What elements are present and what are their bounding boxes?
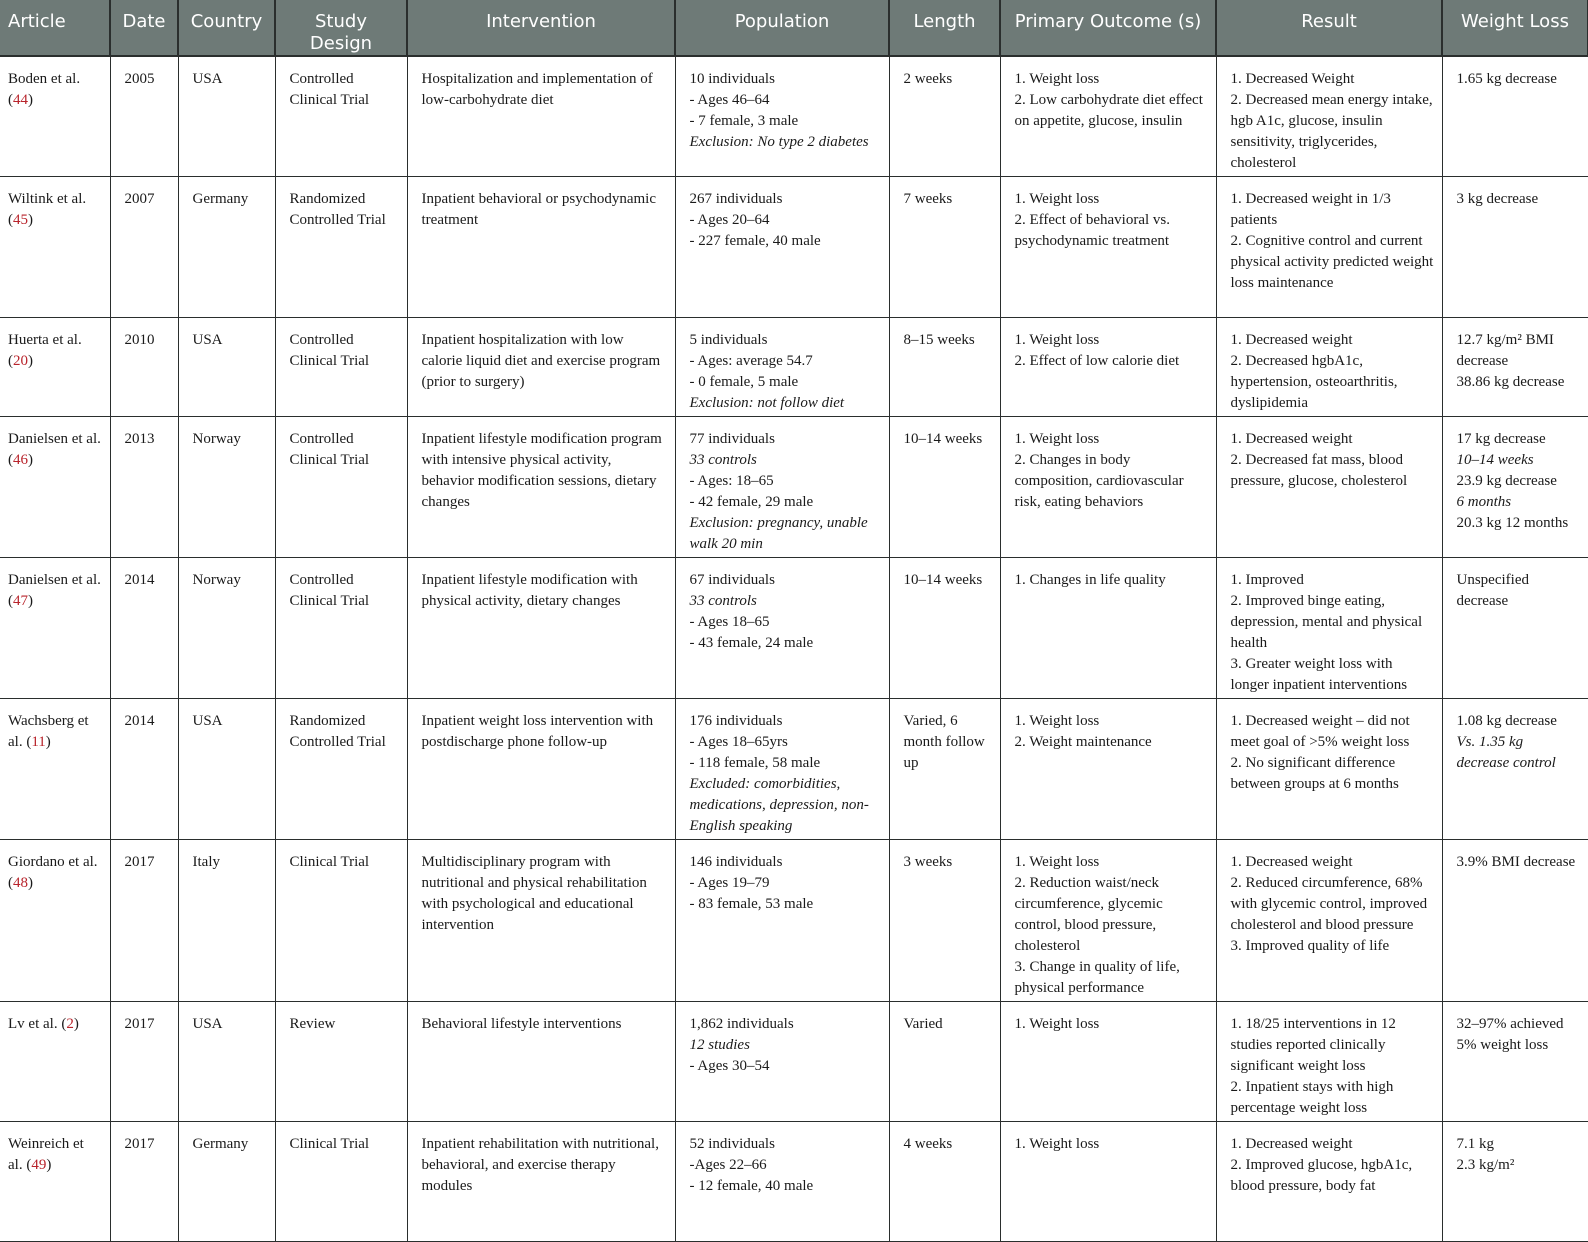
header-length: Length bbox=[889, 0, 1000, 56]
population-cell-line: - 7 female, 3 male bbox=[689, 113, 799, 129]
weight-loss-cell-line: Unspecified decrease bbox=[1456, 571, 1529, 609]
result-cell bbox=[1216, 698, 1442, 839]
weight-loss-cell bbox=[1442, 176, 1588, 317]
header-result: Result bbox=[1216, 0, 1442, 56]
reference-link[interactable]: 47 bbox=[13, 592, 28, 609]
result-cell-line: 2. Decreased mean energy intake, hgb A1c, glucose, insulin sensitivity, triglycerides, cholesterol bbox=[1230, 92, 1433, 171]
primary-outcome-cell-line: 1. Weight loss bbox=[1014, 1015, 1100, 1032]
header-date: Date bbox=[110, 0, 178, 56]
article-tail: ) bbox=[28, 592, 33, 609]
article-author: Wiltink et al. ( bbox=[8, 190, 87, 228]
population-cell-line: Excluded: comorbidities, medications, depression, non-English speaking bbox=[689, 775, 869, 834]
date-cell: 2005 bbox=[110, 56, 178, 176]
table-row bbox=[0, 416, 1588, 557]
result-cell-line: 1. 18/25 interventions in 12 studies reported clinically significant weight loss bbox=[1230, 1015, 1396, 1074]
length-cell: 10–14 weeks bbox=[889, 416, 1000, 557]
primary-outcome-cell-line: 2. Reduction waist/neck circumference, glycemic control, blood pressure, cholesterol bbox=[1014, 874, 1163, 954]
weight-loss-cell bbox=[1442, 557, 1588, 698]
article-tail: ) bbox=[28, 211, 33, 228]
population-cell-line: Exclusion: pregnancy, unable walk 20 min bbox=[689, 514, 868, 552]
result-cell-line: 1. Decreased weight bbox=[1230, 853, 1353, 870]
population-cell-line: 52 individuals bbox=[689, 1135, 775, 1152]
article-cell bbox=[0, 1121, 110, 1241]
reference-link[interactable]: 44 bbox=[13, 92, 28, 108]
result-cell-line: 1. Decreased weight bbox=[1230, 331, 1353, 348]
result-cell bbox=[1216, 56, 1442, 176]
weight-loss-cell bbox=[1442, 56, 1588, 176]
article-cell bbox=[0, 839, 110, 1001]
date-cell: 2014 bbox=[110, 698, 178, 839]
population-cell-line: - Ages 46–64 bbox=[689, 92, 770, 108]
article-tail: ) bbox=[28, 874, 33, 891]
result-cell-line: 2. Reduced circumference, 68% with glycemic control, improved cholesterol and blood pressure bbox=[1230, 874, 1428, 933]
population-cell bbox=[675, 698, 889, 839]
result-cell bbox=[1216, 557, 1442, 698]
result-cell-line: 2. Improved binge eating, depression, mental and physical health bbox=[1230, 592, 1423, 651]
result-cell-line: 1. Decreased weight in 1/3 patients bbox=[1230, 190, 1391, 228]
population-cell-line: - Ages 18–65yrs bbox=[689, 733, 788, 750]
primary-outcome-cell-line: 1. Weight loss bbox=[1014, 331, 1100, 348]
date-cell: 2013 bbox=[110, 416, 178, 557]
date-cell: 2017 bbox=[110, 839, 178, 1001]
header-row bbox=[0, 0, 1588, 56]
primary-outcome-cell-line: 2. Effect of behavioral vs. psychodynamic treatment bbox=[1014, 211, 1171, 249]
study-design-cell: Review bbox=[275, 1001, 407, 1121]
article-author: Wachsberg et al. ( bbox=[8, 712, 89, 750]
population-cell-line: 12 studies bbox=[689, 1036, 750, 1053]
primary-outcome-cell-line: 1. Weight loss bbox=[1014, 190, 1100, 207]
weight-loss-cell-line: 32–97% achieved 5% weight loss bbox=[1456, 1015, 1564, 1053]
article-tail: ) bbox=[28, 352, 33, 369]
weight-loss-cell-line: 6 months bbox=[1456, 493, 1512, 510]
article-cell bbox=[0, 56, 110, 176]
table-row bbox=[0, 176, 1588, 317]
primary-outcome-cell-line: 3. Change in quality of life, physical performance bbox=[1014, 958, 1180, 996]
length-cell: 4 weeks bbox=[889, 1121, 1000, 1241]
length-cell: Varied bbox=[889, 1001, 1000, 1121]
intervention-cell: Inpatient weight loss intervention with postdischarge phone follow-up bbox=[407, 698, 675, 839]
weight-loss-cell-line: 1.08 kg decrease bbox=[1456, 712, 1557, 729]
primary-outcome-cell bbox=[1000, 839, 1216, 1001]
population-cell-line: - Ages: 18–65 bbox=[689, 472, 774, 489]
intervention-cell: Hospitalization and implementation of low-carbohydrate diet bbox=[407, 56, 675, 176]
population-cell-line: - Ages 20–64 bbox=[689, 211, 770, 228]
primary-outcome-cell-line: 1. Weight loss bbox=[1014, 853, 1100, 870]
population-cell bbox=[675, 1001, 889, 1121]
article-tail: ) bbox=[46, 1156, 52, 1173]
reference-link[interactable]: 11 bbox=[31, 733, 46, 750]
study-design-cell: Controlled Clinical Trial bbox=[275, 317, 407, 416]
study-design-cell: Controlled Clinical Trial bbox=[275, 56, 407, 176]
date-cell: 2007 bbox=[110, 176, 178, 317]
primary-outcome-cell bbox=[1000, 416, 1216, 557]
weight-loss-cell bbox=[1442, 1001, 1588, 1121]
primary-outcome-cell bbox=[1000, 317, 1216, 416]
header-study-design: Study Design bbox=[275, 0, 407, 56]
article-author: Danielsen et al. ( bbox=[8, 430, 101, 468]
header-population: Population bbox=[675, 0, 889, 56]
study-design-cell: Controlled Clinical Trial bbox=[275, 416, 407, 557]
population-cell-line: 10 individuals bbox=[689, 71, 775, 87]
article-tail: ) bbox=[28, 451, 33, 468]
date-cell: 2010 bbox=[110, 317, 178, 416]
result-cell bbox=[1216, 416, 1442, 557]
primary-outcome-cell bbox=[1000, 1121, 1216, 1241]
primary-outcome-cell-line: 1. Weight loss bbox=[1014, 712, 1100, 729]
reference-link[interactable]: 46 bbox=[13, 451, 28, 468]
country-cell: Norway bbox=[178, 557, 275, 698]
population-cell-line: - 118 female, 58 male bbox=[689, 754, 821, 771]
article-cell bbox=[0, 1001, 110, 1121]
table-row bbox=[0, 317, 1588, 416]
weight-loss-cell bbox=[1442, 416, 1588, 557]
reference-link[interactable]: 2 bbox=[66, 1015, 74, 1032]
result-cell-line: 3. Improved quality of life bbox=[1230, 937, 1390, 954]
population-cell-line: - Ages 18–65 bbox=[689, 613, 770, 630]
weight-loss-cell bbox=[1442, 317, 1588, 416]
weight-loss-cell-line: 3 kg decrease bbox=[1456, 190, 1539, 207]
study-design-cell: Controlled Clinical Trial bbox=[275, 557, 407, 698]
study-design-cell: Randomized Controlled Trial bbox=[275, 176, 407, 317]
reference-link[interactable]: 49 bbox=[31, 1156, 47, 1173]
date-cell: 2014 bbox=[110, 557, 178, 698]
population-cell-line: - Ages 30–54 bbox=[689, 1057, 770, 1074]
population-cell-line: Exclusion: not follow diet bbox=[689, 394, 845, 411]
reference-link[interactable]: 20 bbox=[13, 352, 28, 369]
primary-outcome-cell bbox=[1000, 557, 1216, 698]
primary-outcome-cell-line: 1. Weight loss bbox=[1014, 430, 1100, 447]
article-tail: ) bbox=[73, 1015, 79, 1032]
weight-loss-cell bbox=[1442, 698, 1588, 839]
primary-outcome-cell bbox=[1000, 1001, 1216, 1121]
primary-outcome-cell bbox=[1000, 56, 1216, 176]
length-cell: 2 weeks bbox=[889, 56, 1000, 176]
weight-loss-cell-line: 2.3 kg/m² bbox=[1456, 1156, 1515, 1173]
weight-loss-cell-line: 17 kg decrease bbox=[1456, 430, 1546, 447]
article-cell bbox=[0, 416, 110, 557]
intervention-cell: Multidisciplinary program with nutritional and physical rehabilitation with psychological and educational intervention bbox=[407, 839, 675, 1001]
population-cell-line: Exclusion: No type 2 diabetes bbox=[689, 134, 869, 150]
population-cell-line: - 12 female, 40 male bbox=[689, 1177, 814, 1194]
primary-outcome-cell bbox=[1000, 698, 1216, 839]
article-cell bbox=[0, 698, 110, 839]
study-design-cell: Clinical Trial bbox=[275, 839, 407, 1001]
population-cell-line: - Ages: average 54.7 bbox=[689, 352, 813, 369]
article-author: Huerta et al. ( bbox=[8, 331, 82, 369]
article-tail: ) bbox=[45, 733, 51, 750]
result-cell-line: 2. Decreased fat mass, blood pressure, glucose, cholesterol bbox=[1230, 451, 1408, 489]
primary-outcome-cell-line: 2. Changes in body composition, cardiovascular risk, eating behaviors bbox=[1014, 451, 1184, 510]
article-author: Danielsen et al. ( bbox=[8, 571, 101, 609]
table-row bbox=[0, 839, 1588, 1001]
table-row bbox=[0, 557, 1588, 698]
weight-loss-cell bbox=[1442, 839, 1588, 1001]
reference-link[interactable]: 45 bbox=[13, 211, 28, 228]
intervention-cell: Inpatient lifestyle modification with physical activity, dietary changes bbox=[407, 557, 675, 698]
intervention-cell: Inpatient hospitalization with low calorie liquid diet and exercise program (prior to surgery) bbox=[407, 317, 675, 416]
population-cell-line: 146 individuals bbox=[689, 853, 783, 870]
country-cell: Germany bbox=[178, 1121, 275, 1241]
result-cell bbox=[1216, 1121, 1442, 1241]
table-row bbox=[0, 698, 1588, 839]
table-row bbox=[0, 1001, 1588, 1121]
population-cell bbox=[675, 56, 889, 176]
result-cell-line: 1. Decreased weight bbox=[1230, 1135, 1353, 1152]
intervention-cell: Behavioral lifestyle interventions bbox=[407, 1001, 675, 1121]
length-cell: 10–14 weeks bbox=[889, 557, 1000, 698]
date-cell: 2017 bbox=[110, 1121, 178, 1241]
primary-outcome-cell-line: 1. Weight loss bbox=[1014, 1135, 1100, 1152]
result-cell-line: 2. No significant difference between groups at 6 months bbox=[1230, 754, 1399, 792]
table-row bbox=[0, 56, 1588, 176]
date-cell: 2017 bbox=[110, 1001, 178, 1121]
header-weight-loss: Weight Loss bbox=[1442, 0, 1588, 56]
population-cell-line: -Ages 22–66 bbox=[689, 1156, 767, 1173]
length-cell: Varied, 6 month follow up bbox=[889, 698, 1000, 839]
primary-outcome-cell-line: 2. Low carbohydrate diet effect on appetite, glucose, insulin bbox=[1014, 92, 1203, 129]
population-cell-line: 267 individuals bbox=[689, 190, 783, 207]
intervention-cell: Inpatient behavioral or psychodynamic treatment bbox=[407, 176, 675, 317]
article-author: Boden et al. ( bbox=[8, 71, 81, 108]
result-cell-line: 2. Cognitive control and current physical activity predicted weight loss maintenance bbox=[1230, 232, 1434, 291]
weight-loss-cell-line: 38.86 kg decrease bbox=[1456, 373, 1565, 390]
weight-loss-cell-line: 1.65 kg decrease bbox=[1456, 71, 1557, 87]
header-intervention: Intervention bbox=[407, 0, 675, 56]
result-cell-line: 1. Decreased weight – did not meet goal of >5% weight loss bbox=[1230, 712, 1410, 750]
population-cell-line: 67 individuals bbox=[689, 571, 775, 588]
article-cell bbox=[0, 317, 110, 416]
article-author: Weinreich et al. ( bbox=[8, 1135, 84, 1173]
country-cell: USA bbox=[178, 698, 275, 839]
table-row bbox=[0, 1121, 1588, 1241]
intervention-cell: Inpatient lifestyle modification program with intensive physical activity, behavior modification sessions, dietary changes bbox=[407, 416, 675, 557]
population-cell-line: 5 individuals bbox=[689, 331, 768, 348]
length-cell: 3 weeks bbox=[889, 839, 1000, 1001]
weight-loss-cell-line: 20.3 kg 12 months bbox=[1456, 514, 1569, 531]
population-cell-line: 33 controls bbox=[689, 451, 757, 468]
country-cell: USA bbox=[178, 1001, 275, 1121]
population-cell-line: - 83 female, 53 male bbox=[689, 895, 814, 912]
header-country: Country bbox=[178, 0, 275, 56]
intervention-cell: Inpatient rehabilitation with nutritional, behavioral, and exercise therapy modules bbox=[407, 1121, 675, 1241]
primary-outcome-cell bbox=[1000, 176, 1216, 317]
result-cell bbox=[1216, 176, 1442, 317]
population-cell-line: - 42 female, 29 male bbox=[689, 493, 814, 510]
primary-outcome-cell-line: 1. Weight loss bbox=[1014, 71, 1100, 87]
result-cell bbox=[1216, 1001, 1442, 1121]
result-cell-line: 3. Greater weight loss with longer inpatient interventions bbox=[1230, 655, 1408, 693]
population-cell-line: 176 individuals bbox=[689, 712, 783, 729]
population-cell-line: - 0 female, 5 male bbox=[689, 373, 799, 390]
result-cell-line: 1. Improved bbox=[1230, 571, 1304, 588]
length-cell: 7 weeks bbox=[889, 176, 1000, 317]
weight-loss-cell bbox=[1442, 1121, 1588, 1241]
population-cell-line: - Ages 19–79 bbox=[689, 874, 770, 891]
article-cell bbox=[0, 557, 110, 698]
header-article: Article bbox=[0, 0, 110, 56]
table-body bbox=[0, 56, 1588, 1241]
population-cell bbox=[675, 557, 889, 698]
population-cell-line: 77 individuals bbox=[689, 430, 775, 447]
country-cell: Italy bbox=[178, 839, 275, 1001]
result-cell-line: 2. Decreased hgbA1c, hypertension, osteoarthritis, dyslipidemia bbox=[1230, 352, 1398, 411]
result-cell-line: 2. Inpatient stays with high percentage weight loss bbox=[1230, 1078, 1394, 1116]
result-cell-line: 2. Improved glucose, hgbA1c, blood pressure, body fat bbox=[1230, 1156, 1413, 1194]
weight-loss-cell-line: 3.9% BMI decrease bbox=[1456, 853, 1576, 870]
length-cell: 8–15 weeks bbox=[889, 317, 1000, 416]
primary-outcome-cell-line: 2. Weight maintenance bbox=[1014, 733, 1152, 750]
population-cell-line: 1,862 individuals bbox=[689, 1015, 794, 1032]
population-cell-line: - 43 female, 24 male bbox=[689, 634, 814, 651]
population-cell bbox=[675, 176, 889, 317]
article-tail: ) bbox=[28, 92, 33, 108]
study-design-cell: Randomized Controlled Trial bbox=[275, 698, 407, 839]
country-cell: USA bbox=[178, 56, 275, 176]
result-cell bbox=[1216, 317, 1442, 416]
result-cell-line: 1. Decreased weight bbox=[1230, 430, 1353, 447]
population-cell-line: - 227 female, 40 male bbox=[689, 232, 821, 249]
article-cell bbox=[0, 176, 110, 317]
result-cell bbox=[1216, 839, 1442, 1001]
population-cell bbox=[675, 1121, 889, 1241]
weight-loss-cell-line: 10–14 weeks bbox=[1456, 451, 1534, 468]
primary-outcome-cell-line: 1. Changes in life quality bbox=[1014, 571, 1166, 588]
reference-link[interactable]: 48 bbox=[13, 874, 28, 891]
result-cell-line: 1. Decreased Weight bbox=[1230, 71, 1355, 87]
weight-loss-cell-line: 23.9 kg decrease bbox=[1456, 472, 1557, 489]
country-cell: USA bbox=[178, 317, 275, 416]
header-primary-outcome: Primary Outcome (s) bbox=[1000, 0, 1216, 56]
population-cell-line: 33 controls bbox=[689, 592, 757, 609]
country-cell: Germany bbox=[178, 176, 275, 317]
population-cell bbox=[675, 839, 889, 1001]
weight-loss-cell-line: Vs. 1.35 kg decrease control bbox=[1456, 733, 1556, 771]
article-author: Lv et al. ( bbox=[8, 1015, 67, 1032]
population-cell bbox=[675, 416, 889, 557]
primary-outcome-cell-line: 2. Effect of low calorie diet bbox=[1014, 352, 1180, 369]
population-cell bbox=[675, 317, 889, 416]
weight-loss-cell-line: 12.7 kg/m² BMI decrease bbox=[1456, 331, 1554, 369]
country-cell: Norway bbox=[178, 416, 275, 557]
study-design-cell: Clinical Trial bbox=[275, 1121, 407, 1241]
article-author: Giordano et al. ( bbox=[8, 853, 98, 891]
weight-loss-cell-line: 7.1 kg bbox=[1456, 1135, 1494, 1152]
